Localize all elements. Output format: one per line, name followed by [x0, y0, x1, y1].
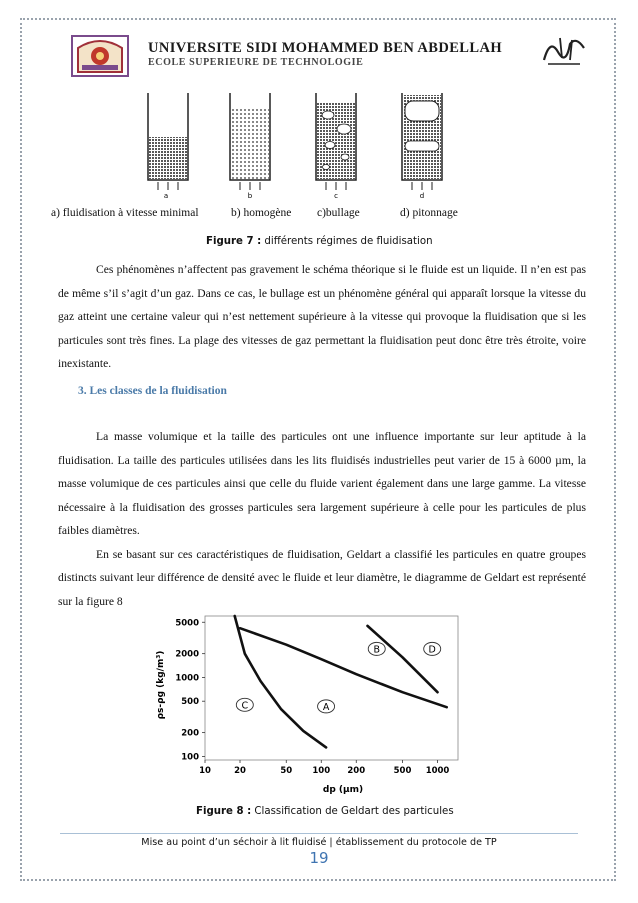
- section-3-title: 3. Les classes de la fluidisation: [78, 385, 227, 397]
- region-a-marker: [318, 700, 335, 713]
- figure-7-title: différents régimes de fluidisation: [261, 236, 433, 247]
- caption-d: d) pitonnage: [400, 207, 458, 219]
- figure-8-title: Classification de Geldart des particules: [251, 806, 454, 817]
- regime-a-column: [148, 93, 188, 200]
- x-tick-label: 1000: [425, 766, 450, 776]
- plot-area: [205, 616, 458, 760]
- paragraph-2-text: La masse volumique et la taille des particules ont une influence importante sur leur aptitude à la fluidisation. La taille des particules utilisées dans les lits fluidisés industrielles peut varier de 15 à 6000 µm, la masse volumique de ces particules ainsi que celle du fluide varient également dans une large gamme. La vitesse nécessaire à la fluidisation des grosses particules sera largement supérieure à celle pour les particules de plus faibles diamètres.: [58, 430, 586, 537]
- y-tick-label: 2000: [175, 649, 199, 660]
- y-tick-label: 5000: [175, 618, 199, 629]
- y-tick-label: 200: [181, 728, 199, 739]
- school-name: ECOLE SUPERIEURE DE TECHNOLOGIE: [148, 57, 364, 68]
- y-tick-label: 100: [181, 752, 199, 763]
- university-crest-logo: [70, 32, 130, 78]
- footer-text: Mise au point d’un séchoir à lit fluidisé | établissement du protocole de TP: [141, 837, 497, 848]
- chart-frame: [205, 616, 458, 760]
- geldart-chart: [153, 610, 483, 795]
- region-label: D: [428, 644, 436, 656]
- paragraph-1-text: Ces phénomènes n’affectent pas gravement le schéma théorique si le fluide est un liquide. Il n’en est pas de même s’il s’agit d’un gaz. Dans ce cas, le bullage est un phénomène général qui apparaît lorsque la vitesse du gaz atteint une certaine valeur qui n’est nettement supérieure à la vitesse qui provoque la fluidisation que si les particules sont très fines. La plage des vitesses de gaz permettant la fluidisation peut donc être très étroite, voire inexistante.: [58, 263, 586, 370]
- y-axis-label: ρs-ρg (kg/m³): [156, 650, 166, 720]
- region-label: B: [373, 644, 381, 656]
- footer-divider: [60, 833, 578, 834]
- x-tick-label: 500: [393, 766, 412, 776]
- regime-d-column: [402, 93, 442, 200]
- figure-7-caption: [206, 236, 433, 247]
- caption-c: c)bullage: [317, 207, 360, 219]
- x-axis-label: dp (µm): [322, 785, 364, 795]
- region-label: A: [322, 701, 330, 713]
- page-header: [70, 32, 570, 77]
- paragraph-2: [58, 425, 586, 613]
- regime-d-letter: d: [419, 192, 425, 200]
- regime-c-column: [316, 93, 356, 200]
- regime-b-column: [230, 93, 270, 200]
- figure-8-caption: [196, 806, 454, 817]
- page-number: 19: [309, 849, 329, 867]
- region-d-marker: [424, 642, 441, 655]
- x-tick-label: 100: [312, 766, 331, 776]
- arabic-calligraphy-logo: [540, 30, 588, 70]
- regime-a-letter: a: [163, 192, 169, 200]
- region-b-marker: [368, 642, 385, 655]
- caption-b: b) homogène: [231, 207, 292, 219]
- figure-8-label: Figure 8 :: [196, 806, 252, 817]
- university-name: UNIVERSITE SIDI MOHAMMED BEN ABDELLAH: [148, 40, 502, 56]
- fluidization-regimes-diagram: [140, 85, 500, 205]
- region-label: C: [241, 700, 249, 712]
- paragraph-3-text: En se basant sur ces caractéristiques de fluidisation, Geldart a classifié les particules en quatre groupes distincts suivant leur différence de densité avec le fluide et leur diamètre, le diagramme de Geldart est représenté sur la figure 8: [58, 547, 586, 608]
- regime-c-letter: c: [334, 192, 338, 200]
- paragraph-1: [58, 258, 586, 376]
- x-tick-label: 10: [199, 766, 211, 776]
- x-tick-label: 20: [234, 766, 246, 776]
- x-tick-label: 200: [347, 766, 366, 776]
- y-tick-label: 500: [181, 697, 199, 708]
- y-tick-label: 1000: [175, 673, 199, 684]
- regime-b-letter: b: [247, 192, 253, 200]
- region-c-marker: [236, 698, 253, 711]
- figure-7-label: Figure 7 :: [206, 236, 262, 247]
- caption-a: a) fluidisation à vitesse minimal: [51, 207, 199, 219]
- x-tick-label: 50: [280, 766, 293, 776]
